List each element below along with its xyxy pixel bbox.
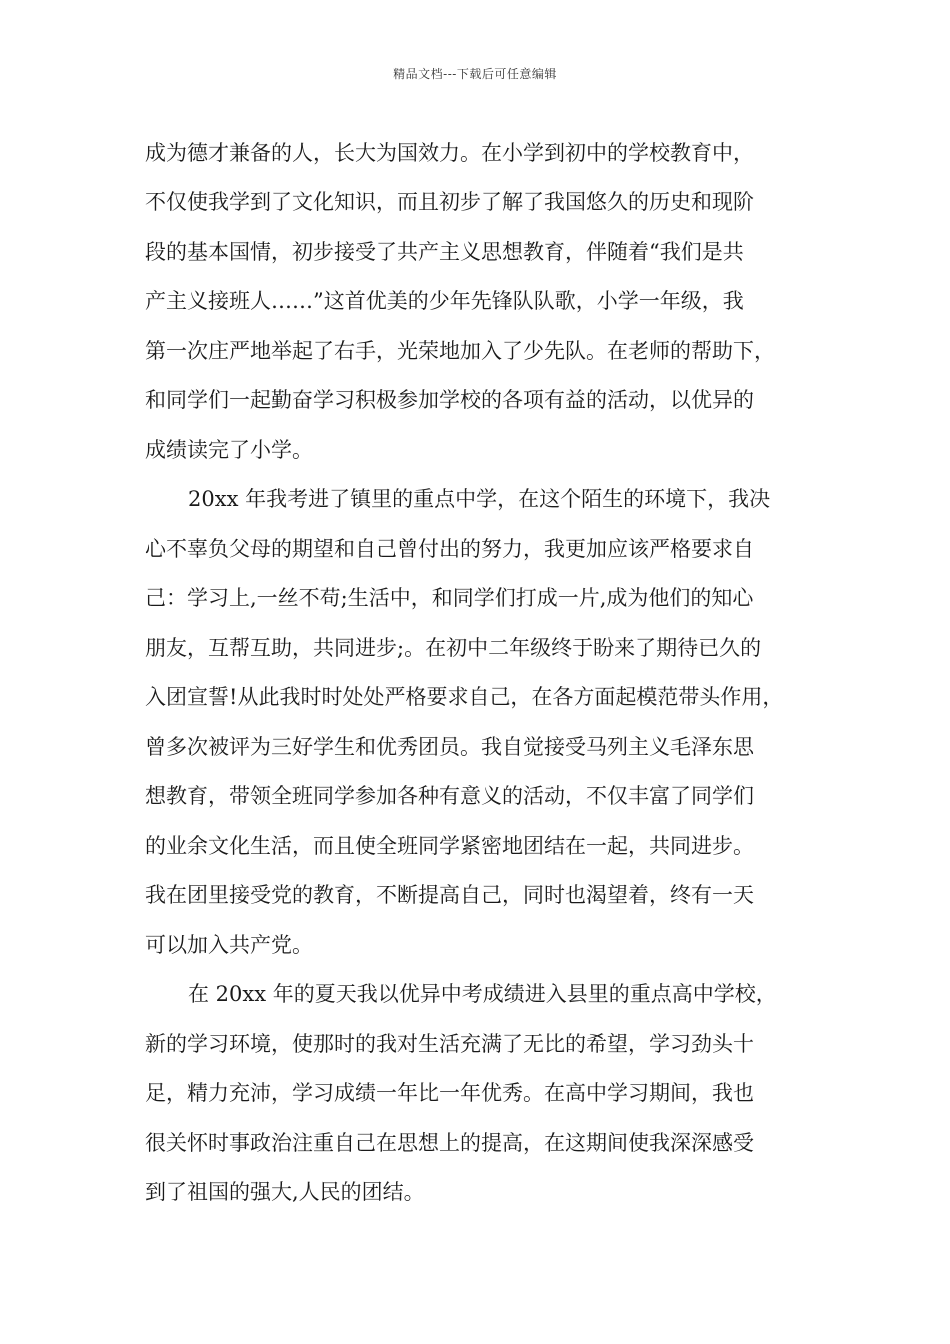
text-line: 20xx 年我考进了镇里的重点中学，在这个陌生的环境下，我决 [188, 487, 771, 511]
text-line: 己：学习上,一丝不苟;生活中，和同学们打成一片,成为他们的知心 [145, 586, 754, 610]
text-line: 可以加入共产党。 [145, 933, 313, 957]
text-line: 足，精力充沛，学习成绩一年比一年优秀。在高中学习期间，我也 [145, 1081, 754, 1105]
text-line: 入团宣誓!从此我时时处处严格要求自己，在各方面起模范带头作用， [145, 685, 784, 709]
text-line: 成为德才兼备的人，长大为国效力。在小学到初中的学校教育中， [145, 141, 754, 165]
text-line: 第一次庄严地举起了右手，光荣地加入了少先队。在老师的帮助下， [145, 339, 775, 363]
text-line: 成绩读完了小学。 [145, 438, 313, 462]
text-line: 很关怀时事政治注重自己在思想上的提高，在这期间使我深深感受 [145, 1131, 754, 1155]
text-line: 想教育，带领全班同学参加各种有意义的活动，不仅丰富了同学们 [145, 784, 754, 808]
text-line: 心不辜负父母的期望和自己曾付出的努力，我更加应该严格要求自 [145, 537, 754, 561]
text-line: 产主义接班人……”这首优美的少年先锋队队歌，小学一年级，我 [145, 289, 744, 313]
text-line: 段的基本国情，初步接受了共产主义思想教育，伴随着“我们是共 [145, 240, 744, 264]
text-line: 和同学们一起勤奋学习积极参加学校的各项有益的活动，以优异的 [145, 388, 754, 412]
text-line: 的业余文化生活，而且使全班同学紧密地团结在一起，共同进步。 [145, 834, 754, 858]
text-line: 在 20xx 年的夏天我以优异中考成绩进入县里的重点高中学校， [188, 982, 777, 1006]
text-line: 朋友，互帮互助，共同进步;。在初中二年级终于盼来了期待已久的 [145, 636, 762, 660]
text-line: 曾多次被评为三好学生和优秀团员。我自觉接受马列主义毛泽东思 [145, 735, 754, 759]
text-line: 新的学习环境，使那时的我对生活充满了无比的希望，学习劲头十 [145, 1032, 754, 1056]
text-line: 我在团里接受党的教育，不断提高自己，同时也渴望着，终有一天 [145, 883, 754, 907]
page-header: 精品文档---下载后可任意编辑 [393, 67, 557, 81]
text-line: 到了祖国的强大,人民的团结。 [145, 1180, 425, 1204]
text-line: 不仅使我学到了文化知识，而且初步了解了我国悠久的历史和现阶 [145, 190, 754, 214]
